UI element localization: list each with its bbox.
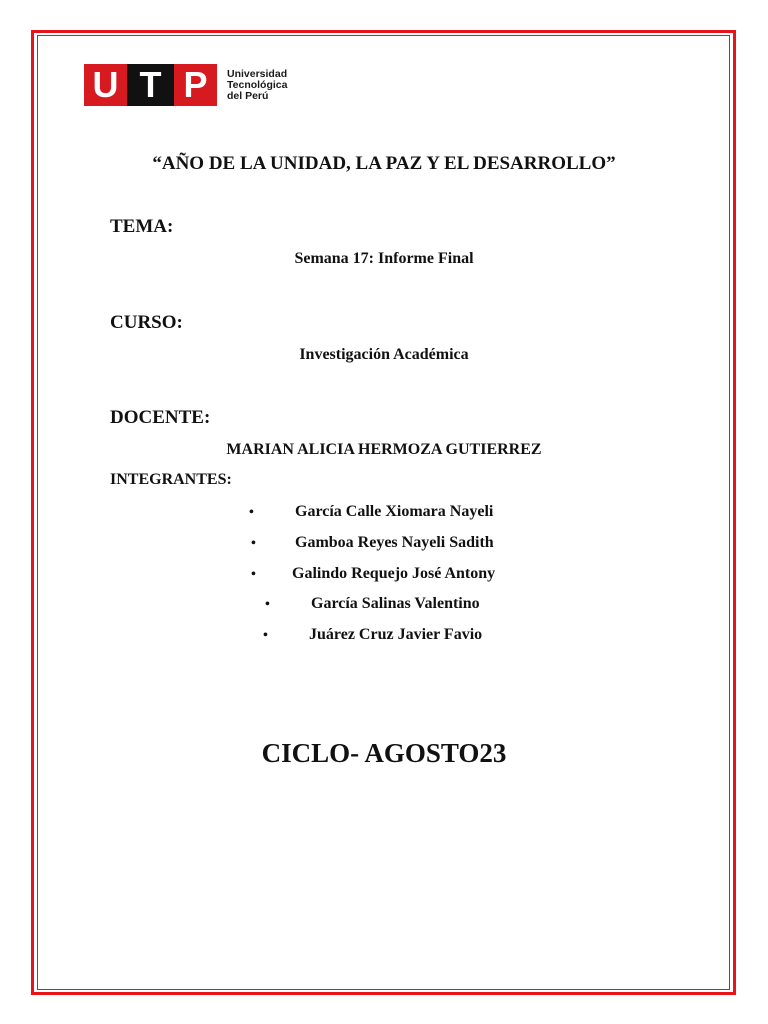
logo-line-1: Universidad — [227, 67, 288, 80]
list-bullet: • — [265, 597, 270, 612]
logo-letter-p: P — [183, 64, 208, 105]
docente-value: MARIAN ALICIA HERMOZA GUTIERREZ — [226, 441, 542, 458]
list-bullet: • — [251, 536, 256, 551]
list-item: Juárez Cruz Javier Favio — [309, 626, 483, 643]
curso-label: CURSO: — [110, 312, 183, 333]
list-bullet: • — [251, 567, 256, 582]
utp-logo-mark — [84, 64, 217, 106]
utp-logo — [84, 64, 287, 106]
year-motto: “AÑO DE LA UNIDAD, LA PAZ Y EL DESARROLLO” — [152, 153, 616, 174]
list-item: García Salinas Valentino — [311, 595, 480, 612]
logo-line-3: del Perú — [227, 89, 269, 102]
docente-label: DOCENTE: — [110, 407, 211, 428]
ciclo-heading: CICLO- AGOSTO23 — [261, 738, 507, 768]
integrantes-label: INTEGRANTES: — [110, 471, 232, 488]
logo-wordmark — [227, 69, 287, 102]
list-item: García Calle Xiomara Nayeli — [295, 503, 494, 520]
curso-value: Investigación Académica — [299, 346, 469, 363]
tema-value: Semana 17: Informe Final — [294, 250, 474, 267]
tema-label: TEMA: — [110, 216, 174, 237]
list-item: Galindo Requejo José Antony — [292, 565, 496, 582]
logo-line-2: Tecnológica — [227, 78, 288, 91]
list-bullet: • — [249, 505, 254, 520]
logo-letter-t: T — [127, 64, 174, 106]
logo-letter-u: U — [92, 64, 119, 105]
list-bullet: • — [263, 628, 268, 643]
list-item: Gamboa Reyes Nayeli Sadith — [295, 534, 494, 551]
